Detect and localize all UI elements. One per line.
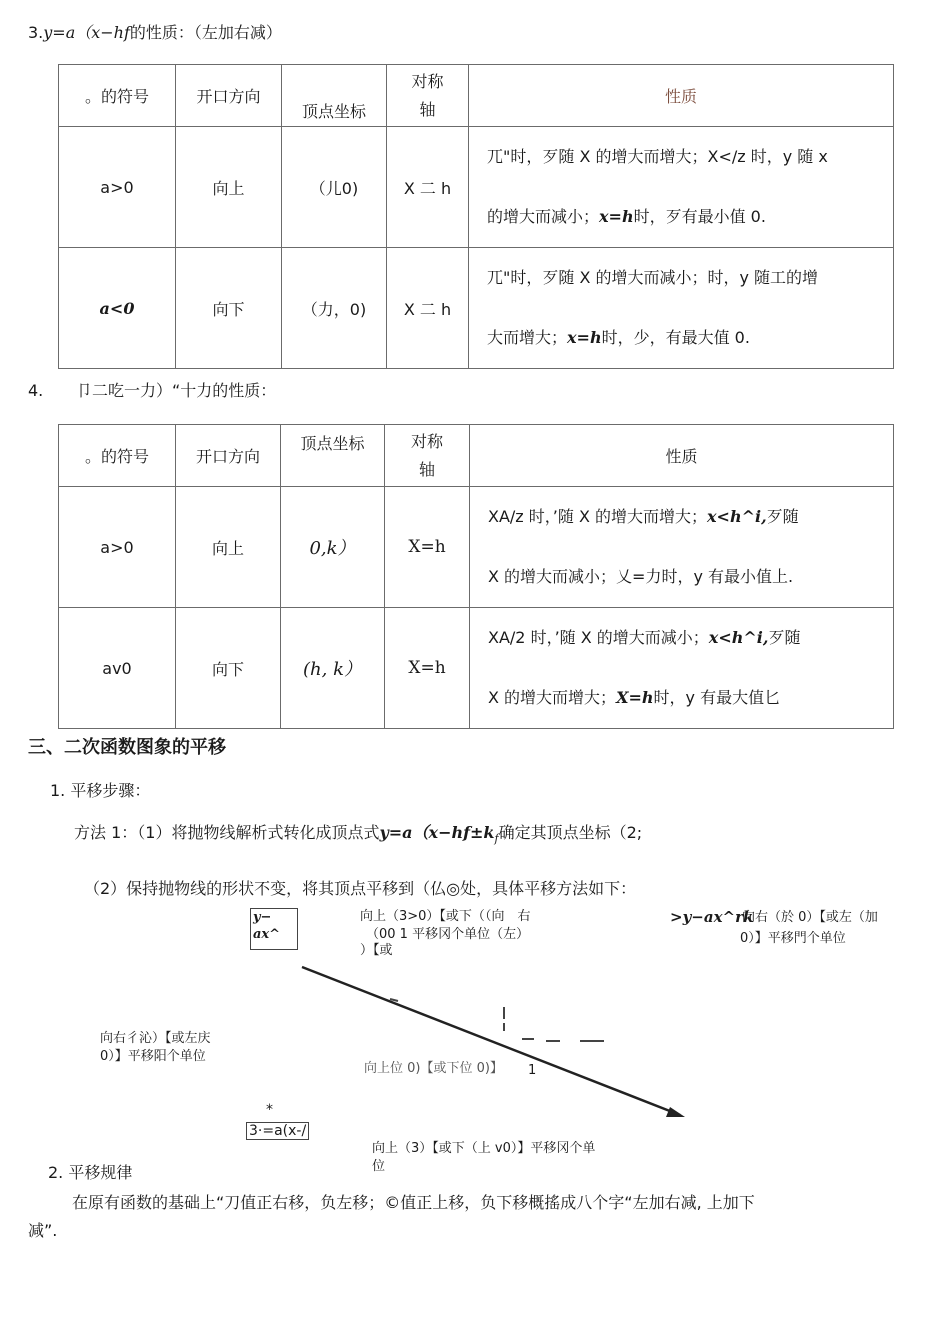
method1-text-b: 确定其顶点坐标（2; — [498, 823, 643, 842]
table2-header-direction: 开口方向 — [176, 425, 281, 487]
table1-row2-axis: X 二 h — [387, 248, 469, 369]
table2-header-sign: 。的符号 — [59, 425, 176, 487]
part3-rule-text-2: 减”. — [28, 1221, 58, 1240]
table2-row2-property — [470, 608, 894, 729]
table-row — [59, 248, 894, 369]
diagram-arrow-line — [302, 967, 680, 1115]
table1-row2-direction: 向下 — [176, 248, 282, 369]
table1-row2-vertex: （力，0) — [282, 248, 387, 369]
table2-row2-prop-a3: 歹随 — [768, 628, 801, 647]
section3-formula: y=a（x−hf — [43, 23, 130, 42]
table1-row1-vertex: （儿0) — [282, 127, 387, 248]
table2-row1-property — [470, 487, 894, 608]
diagram-left-label: 向右彳沁）【或左庆 — [100, 1031, 211, 1046]
table1-row1-direction: 向上 — [176, 127, 282, 248]
method1-text-a: 方法 1：（1）将抛物线解析式转化成顶点式 — [74, 823, 380, 842]
table2-row1-vertex: 0,k） — [281, 487, 385, 608]
table2-row2-sign: av0 — [59, 608, 176, 729]
table1-row2-prop-line2b: 时，少，有最大值 0. — [601, 328, 750, 347]
table2-row1-axis: X=h — [385, 487, 470, 608]
table1-row1-axis: X 二 h — [387, 127, 469, 248]
table2-row1-prop-a2: x<h^i, — [707, 507, 767, 526]
table2-header-axis: 对称轴 — [385, 425, 470, 487]
table2-row2-vertex: (h, k） — [281, 608, 385, 729]
up-label-a: 向上（3>0）【或下（ — [360, 909, 485, 924]
part3-heading: 三、二次函数图象的平移 — [28, 737, 226, 758]
table-properties-1 — [58, 64, 894, 369]
up-label-b: （向 右 — [484, 909, 531, 924]
diagram-mid-label: 向上位 0)【或下位 0)】 — [364, 1061, 503, 1076]
method1-formula-sub: f — [494, 832, 499, 846]
table2-header-vertex: 顶点坐标 — [281, 425, 385, 487]
table2-row2-prop-b3: 时，y 有最大值匕 — [653, 688, 781, 707]
part3-step1: 1. 平移步骤： — [50, 781, 151, 800]
table2-row2-prop-a1: XA/2 时，’随 X 的增大而减小； — [488, 628, 709, 647]
diagram-bottom-star: * — [266, 1102, 273, 1118]
diagram-left-label-2: 0）】平移阳个单位 — [100, 1049, 206, 1064]
table1-row1-prop-formula: x=h — [599, 207, 634, 226]
diagram-up-label-3: ）【或 — [360, 943, 393, 958]
diagram-mid-mark: 1 — [528, 1063, 537, 1078]
table2-row2-prop-a2: x<h^i, — [708, 628, 769, 647]
diagram-right-label-2: 0）】平移門个单位 — [740, 931, 846, 946]
diagram-box-y-ax2 — [250, 908, 298, 950]
arrow-head-icon — [666, 1107, 685, 1117]
table1-row1-prop-line1: 兀"时，歹随 X 的增大而增大；X</z 时，y 随 x — [487, 147, 828, 166]
diagram-bottom-label-2: 位 — [372, 1159, 386, 1174]
table1-row2-prop-formula: x=h — [567, 328, 602, 347]
table2-row2-axis: X=h — [385, 608, 470, 729]
diagram-up-label-2: （00 1 平移冈个单位（左） — [366, 927, 530, 942]
box-line-1: y− — [253, 910, 272, 925]
table-row — [59, 608, 894, 729]
section3-title — [28, 22, 282, 44]
table1-row1-property — [469, 127, 894, 248]
diagram-bottom-label: 向上（3）【或下（上 v0）】平移冈个单 — [372, 1141, 596, 1156]
table1-row2-prop-line2a: 大而增大； — [487, 328, 568, 347]
diagram-arrow-graphic — [290, 955, 700, 1130]
table2-row2-direction: 向下 — [176, 608, 281, 729]
table1-row1-prop-line2a: 的增大而减小； — [487, 207, 600, 226]
table-properties-2 — [58, 424, 894, 729]
table1-header-vertex: 顶点坐标 — [282, 65, 387, 127]
table1-row1-prop-line2b: 时，歹有最小值 0. — [633, 207, 766, 226]
part3-method1-step2: （2）保持抛物线的形状不变，将其顶点平移到（仏◎处，具体平移方法如下： — [84, 879, 637, 898]
table2-row2-prop-b2: X=h — [616, 688, 654, 707]
section4-number: 4. — [28, 381, 44, 400]
table-row — [59, 127, 894, 248]
table2-row1-direction: 向上 — [176, 487, 281, 608]
table1-header-row — [59, 65, 894, 127]
method1-formula: y=a（x−hf±k — [379, 823, 495, 842]
table1-row2-prop-line1: 兀"时，歹随 X 的增大而减小；时，y 随工的增 — [487, 268, 819, 287]
diagram-up-label — [360, 908, 530, 925]
diagram-bottom-box: 3·=a(x-/ — [246, 1122, 309, 1140]
table1-row2-sign: a<0 — [59, 248, 176, 369]
section3-number: 3. — [28, 23, 44, 42]
table2-row2-prop-b1: X 的增大而增大； — [488, 688, 617, 707]
table1-header-axis: 对称轴 — [387, 65, 469, 127]
table2-row1-prop-line2: X 的增大而减小；乂=力时，y 有最小值上. — [488, 567, 794, 586]
table1-header-sign: 。的符号 — [59, 65, 176, 127]
table1-header-property: 性质 — [469, 65, 894, 127]
section3-suffix: 的性质：（左加右减） — [129, 23, 282, 42]
table2-header-row — [59, 425, 894, 487]
table1-header-direction: 开口方向 — [176, 65, 282, 127]
part3-rule-text-1: 在原有函数的基础上“刀值正右移，负左移；©值正上移，负下移概搖成八个字“左加右减, 上加下 — [72, 1193, 755, 1212]
table2-header-property: 性质 — [470, 425, 894, 487]
part3-method1 — [74, 822, 642, 850]
diagram-right-label: 向右（於 0）【或左（加 — [742, 910, 878, 925]
table2-row1-prop-a3: 歹随 — [766, 507, 799, 526]
box-line-2: ax^ — [253, 927, 281, 942]
section4-title: 卩二吃一力）“十力的性质： — [76, 381, 277, 400]
table-row — [59, 487, 894, 608]
table1-row2-property — [469, 248, 894, 369]
diagram-right-formula: >y−ax^rk — [670, 908, 754, 926]
table1-row1-sign: a>0 — [59, 127, 176, 248]
table2-row1-prop-a1: XA/z 时，’随 X 的增大而增大； — [488, 507, 708, 526]
table2-row1-sign: a>0 — [59, 487, 176, 608]
part3-rule-title: 2. 平移规律 — [48, 1163, 133, 1182]
